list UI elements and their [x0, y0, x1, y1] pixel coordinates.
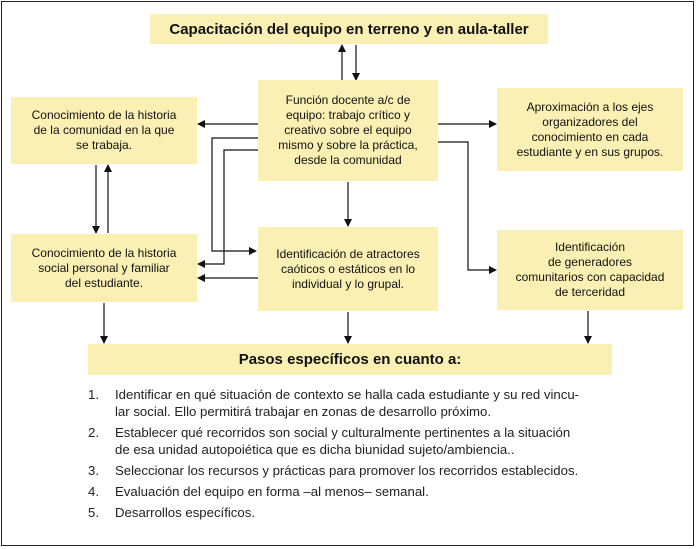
box-knowledge-axes: Aproximación a los ejes organizadores del conocimiento en cada estudiante y en sus grupos. [497, 88, 683, 171]
step-item [88, 386, 638, 420]
box-community-history: Conocimiento de la historia de la comunidad en la que se trabaja. [11, 97, 197, 164]
step-text: Seleccionar los recursos y prácticas para promover los recorridos establecidos. [115, 463, 579, 478]
step-item [88, 424, 638, 458]
step-number: 2. [88, 425, 99, 440]
step-number: 4. [88, 484, 99, 499]
arrow-center-to-left-bottom [198, 150, 258, 264]
step-text: Desarrollos específicos. [115, 505, 255, 520]
step-item [88, 483, 638, 500]
box-student-history: Conocimiento de la historia social personal y familiar del estudiante. [11, 234, 197, 302]
box-community-generators: Identificación de generadores comunitarios con capacidad de terceridad [497, 230, 683, 310]
box-attractors: Identificación de atractores caóticos o estáticos en lo individual y lo grupal. [258, 227, 438, 311]
steps-heading: Pasos específicos en cuanto a: [88, 344, 612, 375]
step-number: 1. [88, 387, 99, 402]
step-item [88, 504, 638, 521]
step-number: 3. [88, 463, 99, 478]
arrow-center-to-right-bottom [438, 142, 496, 270]
step-text: Identificar en qué situación de contexto se halla cada estudiante y su red vincu- lar social. Ello permitirá trabajar en zonas de desarrollo próximo. [115, 387, 580, 419]
box-team-teaching-function: Función docente a/c de equipo: trabajo crítico y creativo sobre el equipo mismo y sobre la práctica, desde la comunidad [258, 80, 438, 181]
step-item [88, 462, 638, 479]
step-text: Establecer qué recorridos son social y culturalmente pertinentes a la situación de esa unidad autopoiética que es dicha biunidad sujeto/ambiencia.. [115, 425, 571, 457]
step-number: 5. [88, 505, 99, 520]
title-box: Capacitación del equipo en terreno y en aula-taller [150, 14, 548, 44]
steps-list [88, 386, 638, 525]
arrow-center-to-middle-elbow-a [212, 138, 258, 251]
step-text: Evaluación del equipo en forma –al menos– semanal. [115, 484, 429, 499]
